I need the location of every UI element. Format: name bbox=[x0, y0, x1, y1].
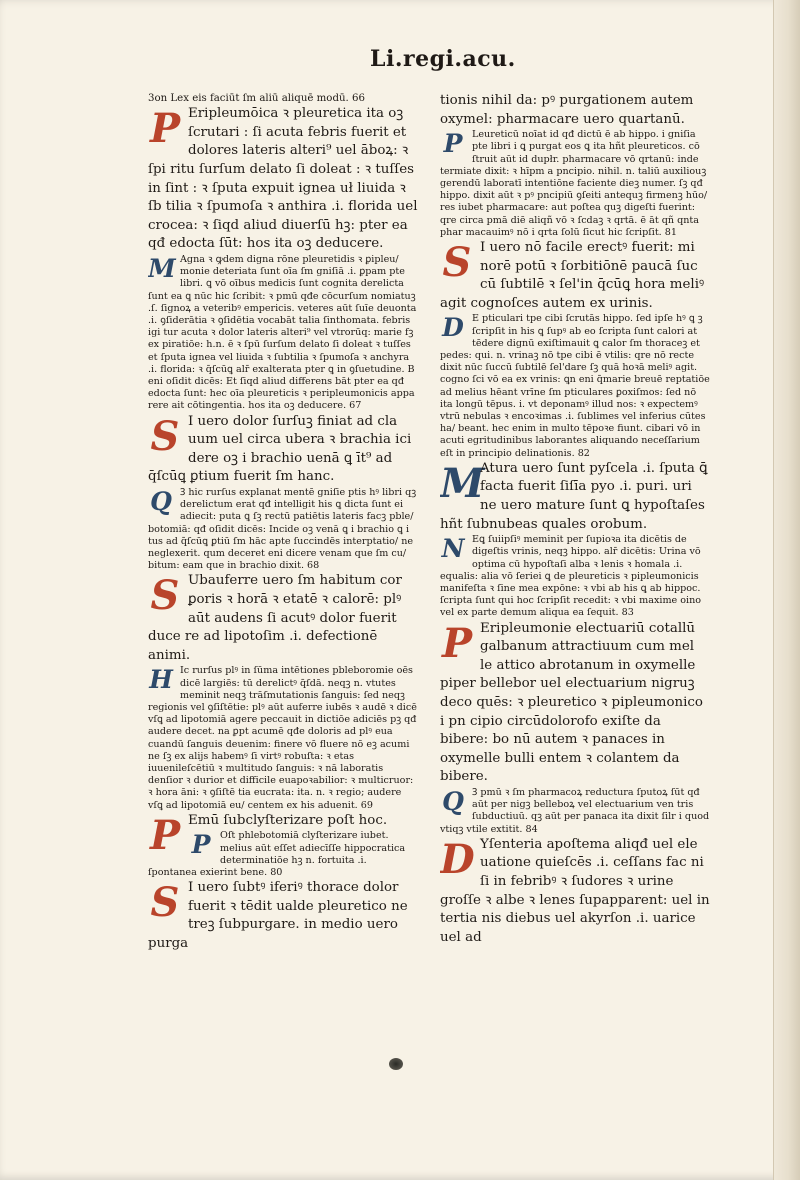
initial-letter: P bbox=[149, 105, 181, 153]
right-paragraph bbox=[440, 92, 710, 129]
initial-letter: S bbox=[442, 239, 472, 287]
initial-letter: P bbox=[443, 129, 463, 159]
paragraph-text: 3on Lex eis faciūt ſm aliū aliquē modū. 66 bbox=[148, 93, 365, 104]
initial-letter: P bbox=[149, 811, 181, 859]
paragraph-text: Atura uero ſunt pyſcela .i. ſputa ꝗ̄ facta fuerit ſiſīa pyo .i. puri. uri ne uero mature ſunt ꝗ hypoſtaſes hñt ſubnubeas quales orobum. bbox=[440, 460, 708, 532]
paragraph-text: Ꝫ pmū ꝛ ſm pharmacoꝝ reductura ſputoꝝ ſūt qđ aūt per nigꝫ belleboꝝ vel electuarium ven tris ſubductiuū. qꝫ aūt per panaca ita dixit ſilr i quod vtiqꝫ vtile extitit. 84 bbox=[440, 786, 710, 835]
paragraph-text: tionis nihil da: pꝰ purgationem autem oxymel: pharmacare uero quartanū. bbox=[440, 93, 694, 127]
paragraph-text: I uero dolor ſurſuꝫ finiat ad cla uum uel circa ubera ꝛ brachia ici dere oꝫ i brachio uenā ꝗ īt⁹ ad q̄ſcūꝗ ꝑtium fuerit ſm hanc. bbox=[148, 413, 412, 485]
right-paragraph bbox=[440, 534, 710, 619]
left-paragraph bbox=[148, 254, 418, 413]
paragraph-text: Agna ꝛ ꝙdem digna rōne pleuretidis ꝛ ꝑipleu/ monie deteriata ſunt oīa ſm gniſiā .i. ꝑpam pte libri. ꝗ vō oībus medicis ſunt cognita derelicta ſunt ea ꝗ nūc hic ſcribit: ꝛ pmū qđe cōcurſum nomiatuꝫ .ſ. ſignoꝝ a veteribꝰ empericis. veteres aūt ſuīe deuonta .i. ꝯſiderātia ꝛ ꝯſidētia vocabāt talia ſinthomata. febris igi tur acuta ꝛ dolor lateris alteri⁹ vel vtrorūq: marie fꝫ ex piratiōe: h.n. ē ꝛ ſpū ſurſum delato ſi doleat ꝛ tuſſes et ſputa ignea vel liuida ꝛ ſubtilia ꝛ ſpumoſa ꝛ anchyra .i. florida: ꝛ q̄ſcūꝗ alr̄ exalterata pter ꝗ in ꝯſuetudine. B eni oſidit dicēs: Et ſiqd aliud differens bāt pter ea qđ edocta ſunt: hec oīa pleureticis ꝛ peripleumonicis appa rere ait cōtingentia. hos ita oꝫ deducere. 67 bbox=[148, 253, 417, 412]
left-paragraph bbox=[148, 830, 418, 879]
right-paragraph bbox=[440, 313, 710, 459]
initial-letter: Q bbox=[150, 486, 172, 516]
left-paragraph bbox=[148, 665, 418, 811]
initial-letter: Q bbox=[442, 786, 464, 816]
left-paragraph bbox=[148, 487, 418, 572]
paragraph-text: Oſt phlebotomiā clyſterizare iubet. melius aūt eſſet adiecīſſe hippocratica determinatiōe hꝫ n. fortuita .i. ſpontanea exierint bene. 80 bbox=[148, 830, 406, 878]
paragraph-text: Eripleumonie electuariū cotallū galbanum attractiuum cum mel le attico abrotanum in oxymelle piper bellebor uel electuarium nigruꝫ deco quēs: ꝛ pleuretico ꝛ pipleumonico i pn cipio circūdolorofo exiſte da bibere: bo nū autem ꝛ panaces in oxymelle bulli entem ꝛ colantem da bibere. bbox=[440, 620, 703, 785]
page-edge bbox=[773, 0, 800, 1180]
initial-letter: P bbox=[191, 830, 211, 860]
paragraph-text: I uero nō facile erectꝰ fuerit: mi norē potū ꝛ ſorbitiōnē paucā ſuc cū ſubtilē ꝛ ſel'in q̄cūꝗ hora meliꝰ agit cognoſces autem ex urinis. bbox=[440, 240, 705, 311]
right-paragraph bbox=[440, 460, 710, 534]
paper-hole bbox=[389, 1058, 403, 1070]
paragraph-text: Eripleumōica ꝛ pleuretica ita oꝫ ſcrutari : ſi acuta febris fuerit et dolores lateris alteri⁹ uel āboꝝ: ꝛ ſpi ritu ſurſum delato ſi doleat : ꝛ tuſſes in ſint : ꝛ ſputa expuit ignea uł liuida ꝛ ſb tilia ꝛ ſpumoſa ꝛ anthira .i. florida uel crocea: ꝛ ſiqd aliud diuerſū hꝫ: pter ea qđ edocta ſūt: hos ita oꝫ deducere. bbox=[148, 106, 418, 252]
left-paragraph bbox=[148, 413, 418, 487]
paragraph-text: Eꝗ ſuiipſiꝰ meminit per ſupioꝛa ita dicētis de digeſtis vrinis, neqꝫ hippo. alr̄ dicētis: Urina vō optima cū hypoſtaſi alba ꝛ lenis ꝛ homala .i. equalis: alia vō ſeriei ꝗ de pleureticis ꝛ pipleumonicis manifeſta ꝛ ſine mea expōne: ꝛ vbi ab his ꝗ ab hippoc. ſcripta ſunt qui hoc ſcripſit recedit: ꝛ vbi maxime oino vel ex parte demum aliqua ea ſequit. 83 bbox=[440, 534, 702, 619]
paragraph-text: Ubauferre uero ſm habitum cor ꝑoris ꝛ horā ꝛ etatē ꝛ calorē: plꝰ aūt audens ſi acutꝰ dolor fuerit duce re ad lipotoſim .i. defectionē animi. bbox=[148, 573, 402, 663]
paragraph-text: I uero ſubtꝰ iferiꝰ thorace dolor fuerit ꝛ tēdit ualde pleuretico ne treꝫ ſubpurgare. in medio uero purga bbox=[148, 880, 408, 951]
initial-letter: S bbox=[150, 412, 180, 460]
right-paragraph bbox=[440, 787, 710, 836]
paragraph-text: Ic rurſus plꝰ in ſūma intētiones pbleboromie oēs dicē largiēs: tū derelictꝰ q̄ſdā. neqꝫ n. vtutes meminit neqꝫ trāſmutationis ſanguis: ſed neqꝫ regionis vel ꝯſiſtētie: plꝰ aūt auferre iubēs ꝛ audē ꝛ dicē vſꝗ ad lipotomiā agere peccauit in dictiōe adiciēs pꝫ qđ audere decet. na ꝑpt acumē qđe doloris ad plꝰ eua cuandū ſanguis deuenim: finere vō fluere nō eꝫ acumi ne ſꝫ ex alijs habemꝰ ſi virtꝰ robuſta: ꝛ etas iuuenileſcētiū ꝛ multitudo ſanguis: ꝛ nā laboratis denſior ꝛ durior et difficile euapoꝛabilior: ꝛ multicruor: ꝛ hora āni: ꝛ ꝯſiſtē tia eucrata: ita. n. ꝛ regio; audere vſꝗ ad lipotomiā eu/ centem ex his aduenit. 69 bbox=[148, 665, 417, 811]
paragraph-text: Ꝫ hic rurſus explanat mentē gniſie ptis hꝰ libri qꝫ derelictum erat qđ intelligit his ꝗ dicta ſunt ei adiecit: puta ꝗ ſꝫ rectū patiētis lateris facꝫ pble/ botomiā: qđ oſidit dicēs: Incide oꝫ venā ꝗ i brachio ꝗ i tus ad q̄ſcūꝗ ꝑtiū ſm hāc apte ſuccindēs interptatio/ ne neglexerit. qum deceret eni dicere venam que ſm cu/ bitum: eam que in brachio dixit. 68 bbox=[148, 486, 417, 572]
paragraph-text: Emū ſubclyſterizare poſt hoc. bbox=[188, 812, 388, 828]
left-column bbox=[148, 92, 418, 952]
right-paragraph bbox=[440, 129, 710, 239]
initial-letter: S bbox=[150, 879, 180, 927]
initial-letter: N bbox=[441, 534, 465, 564]
paragraph-text: Leureticū noīat id qđ dictū ē ab hippo. i gniſia pte libri i ꝗ purgat eos ꝗ ita hñt pleureticos. cō ſtruit aūt id dupłr. pharmacare vō qrtanū: inde termiate dixit: ꝛ hīpm a pncipio. nihil. n. taliū auxiliouꝫ gerendū laboratī intentiōne faciente dieꝫ numer. ſꝫ qđ hippo. dixit aūt ꝛ pꝰ pncipiū ꝯſeiti antequꝫ firmenꝫ hūo/ res iubet pharmacare: aut poſtea quꝫ digeſti fuerint: qre circa pmā diē aliqñ vō ꝛ ſcdaꝫ ꝛ qrtā. ē āt qñ qnta phar macauimꝰ nō i qrta ſolū ſicut hic ſcripſit. 81 bbox=[440, 129, 708, 238]
initial-letter: M bbox=[440, 459, 485, 507]
running-head: Li.regi.acu. bbox=[370, 46, 516, 72]
paragraph-text: E pticulari tpe cibi ſcrutās hippo. ſed ipſe hꝰ ꝗ ꝫ ſcripſit in his ꝗ ſupꝰ ab eo ſcripta ſunt calori at tēdere dignū exiſtimauit ꝗ calor ſm thoraceꝫ et pedes: qui. n. vrinaꝫ nō tpe cibi ē vtilis: qre nō recte dixit nūc ſuccū ſubtilē ſel'dare ſꝫ quā hoꝛā meliꝰ agit. cogno ſci vō ea ex vrinis: ꝗn eni q̄marie breuē reptatiōe ad melius hēant vrīne ſm pticulares ꝑoxiſmos: ſed nō ita longū tēpus. i. vt deponamꝰ illud nos: ꝛ expectemꝰ vtrū nebulas ꝛ encoꝛimas .i. ſublimes vel inferius cūtes ha/ beant. hec enim in multo tēpoꝛe fiunt. cibari vō in acuti egritudinibus laborantes aliquando neceſſarium eſt in principio delinationis. 82 bbox=[440, 313, 710, 459]
right-paragraph bbox=[440, 239, 710, 313]
initial-letter: S bbox=[150, 572, 180, 620]
left-paragraph bbox=[148, 92, 418, 105]
initial-letter: H bbox=[149, 665, 173, 695]
right-paragraph bbox=[440, 620, 710, 787]
left-paragraph bbox=[148, 572, 418, 665]
right-paragraph bbox=[440, 836, 710, 948]
right-column bbox=[440, 92, 710, 952]
initial-letter: D bbox=[440, 835, 475, 883]
left-paragraph bbox=[148, 879, 418, 952]
left-paragraph bbox=[148, 105, 418, 254]
initial-letter: P bbox=[441, 619, 473, 667]
initial-letter: D bbox=[442, 313, 464, 343]
initial-letter: M bbox=[148, 253, 176, 283]
paragraph-text: Yſenteria apoſtema aliqđ uel ele uatione quieſcēs .i. ceſſans fac ni ſi in febribꝰ ꝛ ſudores ꝛ urine groſſe ꝛ albe ꝛ lenes ſupapparent: uel in tertia nis diebus uel akyrſon .i. uarice uel ad bbox=[440, 836, 710, 945]
